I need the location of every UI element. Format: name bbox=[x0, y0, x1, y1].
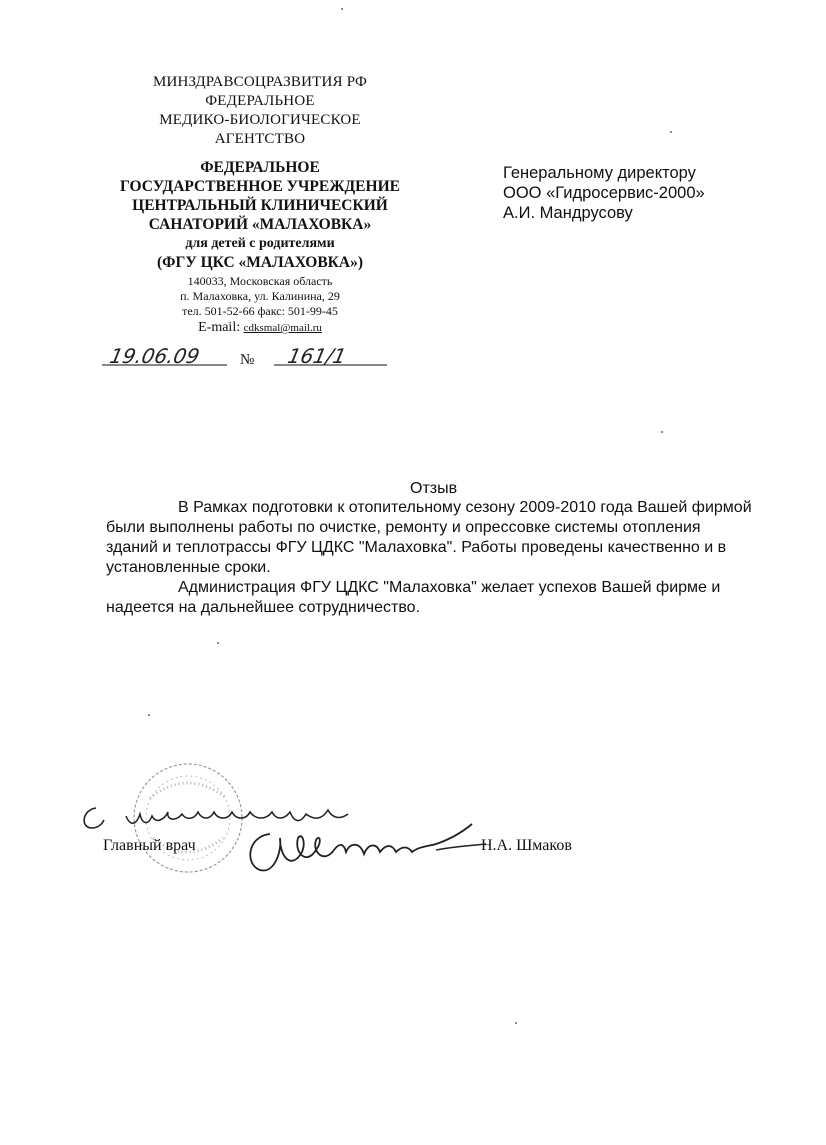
ministry-line: АГЕНТСТВО bbox=[214, 131, 306, 147]
email-label: E-mail: bbox=[198, 320, 241, 335]
body-paragraph: В Рамках подготовки к отопительному сезону 2009-2010 года Вашей фирмой были выполнены работы по очистке, ремонту и опрессовке системы отопления зданий и теплотрассы ФГУ ЦДКС "Малаховка". Работы проведены качественно и в установленные сроки. bbox=[106, 499, 752, 576]
ministry-line: МЕДИКО-БИОЛОГИЧЕСКОЕ bbox=[159, 112, 361, 128]
address-line: 140033, Московская область bbox=[187, 274, 333, 288]
ministry-line: МИНЗДРАВСОЦРАЗВИТИЯ РФ bbox=[152, 74, 368, 90]
scan-speck bbox=[661, 431, 663, 433]
signer-name: Н.А. Шмаков bbox=[481, 837, 572, 854]
address-block bbox=[105, 274, 415, 319]
address-line: п. Малаховка, ул. Калинина, 29 bbox=[180, 289, 340, 303]
recipient-line: А.И. Мандрусову bbox=[503, 204, 633, 222]
body-paragraph: Администрация ФГУ ЦДКС "Малаховка" желает успехов Вашей фирме и надеется на дальнейшее сотрудничество. bbox=[106, 579, 721, 616]
address-line: тел. 501-52-66 факс: 501-99-45 bbox=[182, 304, 338, 318]
ministry-line: ФЕДЕРАЛЬНОЕ bbox=[205, 93, 315, 109]
email-link[interactable]: cdksmal@mail.ru bbox=[243, 322, 322, 334]
signature-image bbox=[240, 812, 490, 882]
scan-speck bbox=[670, 131, 672, 133]
recipient-block bbox=[503, 163, 705, 223]
registration-date: 19.06.09 bbox=[107, 344, 202, 368]
letter-title: Отзыв bbox=[410, 480, 458, 497]
organization-block bbox=[105, 158, 415, 272]
org-line: ЦЕНТРАЛЬНЫЙ КЛИНИЧЕСКИЙ bbox=[132, 197, 388, 214]
number-sign: № bbox=[240, 352, 255, 368]
org-short-name: (ФГУ ЦКС «МАЛАХОВКА») bbox=[156, 254, 364, 271]
recipient-line: Генеральному директору bbox=[503, 164, 696, 182]
org-line: САНАТОРИЙ «МАЛАХОВКА» bbox=[148, 216, 372, 233]
email-line bbox=[105, 319, 415, 337]
recipient-line: ООО «Гидросервис-2000» bbox=[503, 184, 705, 202]
ministry-block bbox=[105, 73, 415, 149]
letterhead bbox=[105, 73, 415, 337]
scan-speck bbox=[341, 8, 343, 10]
org-line: ФЕДЕРАЛЬНОЕ bbox=[200, 159, 320, 176]
scan-speck bbox=[217, 642, 219, 644]
registration-line bbox=[102, 338, 402, 374]
scan-speck bbox=[515, 1022, 517, 1024]
org-line: ГОСУДАРСТВЕННОЕ УЧРЕЖДЕНИЕ bbox=[120, 178, 400, 195]
registration-number: 161/1 bbox=[285, 344, 349, 368]
letter-body bbox=[106, 498, 756, 618]
signer-position: Главный врач bbox=[103, 837, 196, 854]
scan-speck bbox=[148, 714, 150, 716]
org-subtitle: для детей с родителями bbox=[185, 236, 335, 251]
